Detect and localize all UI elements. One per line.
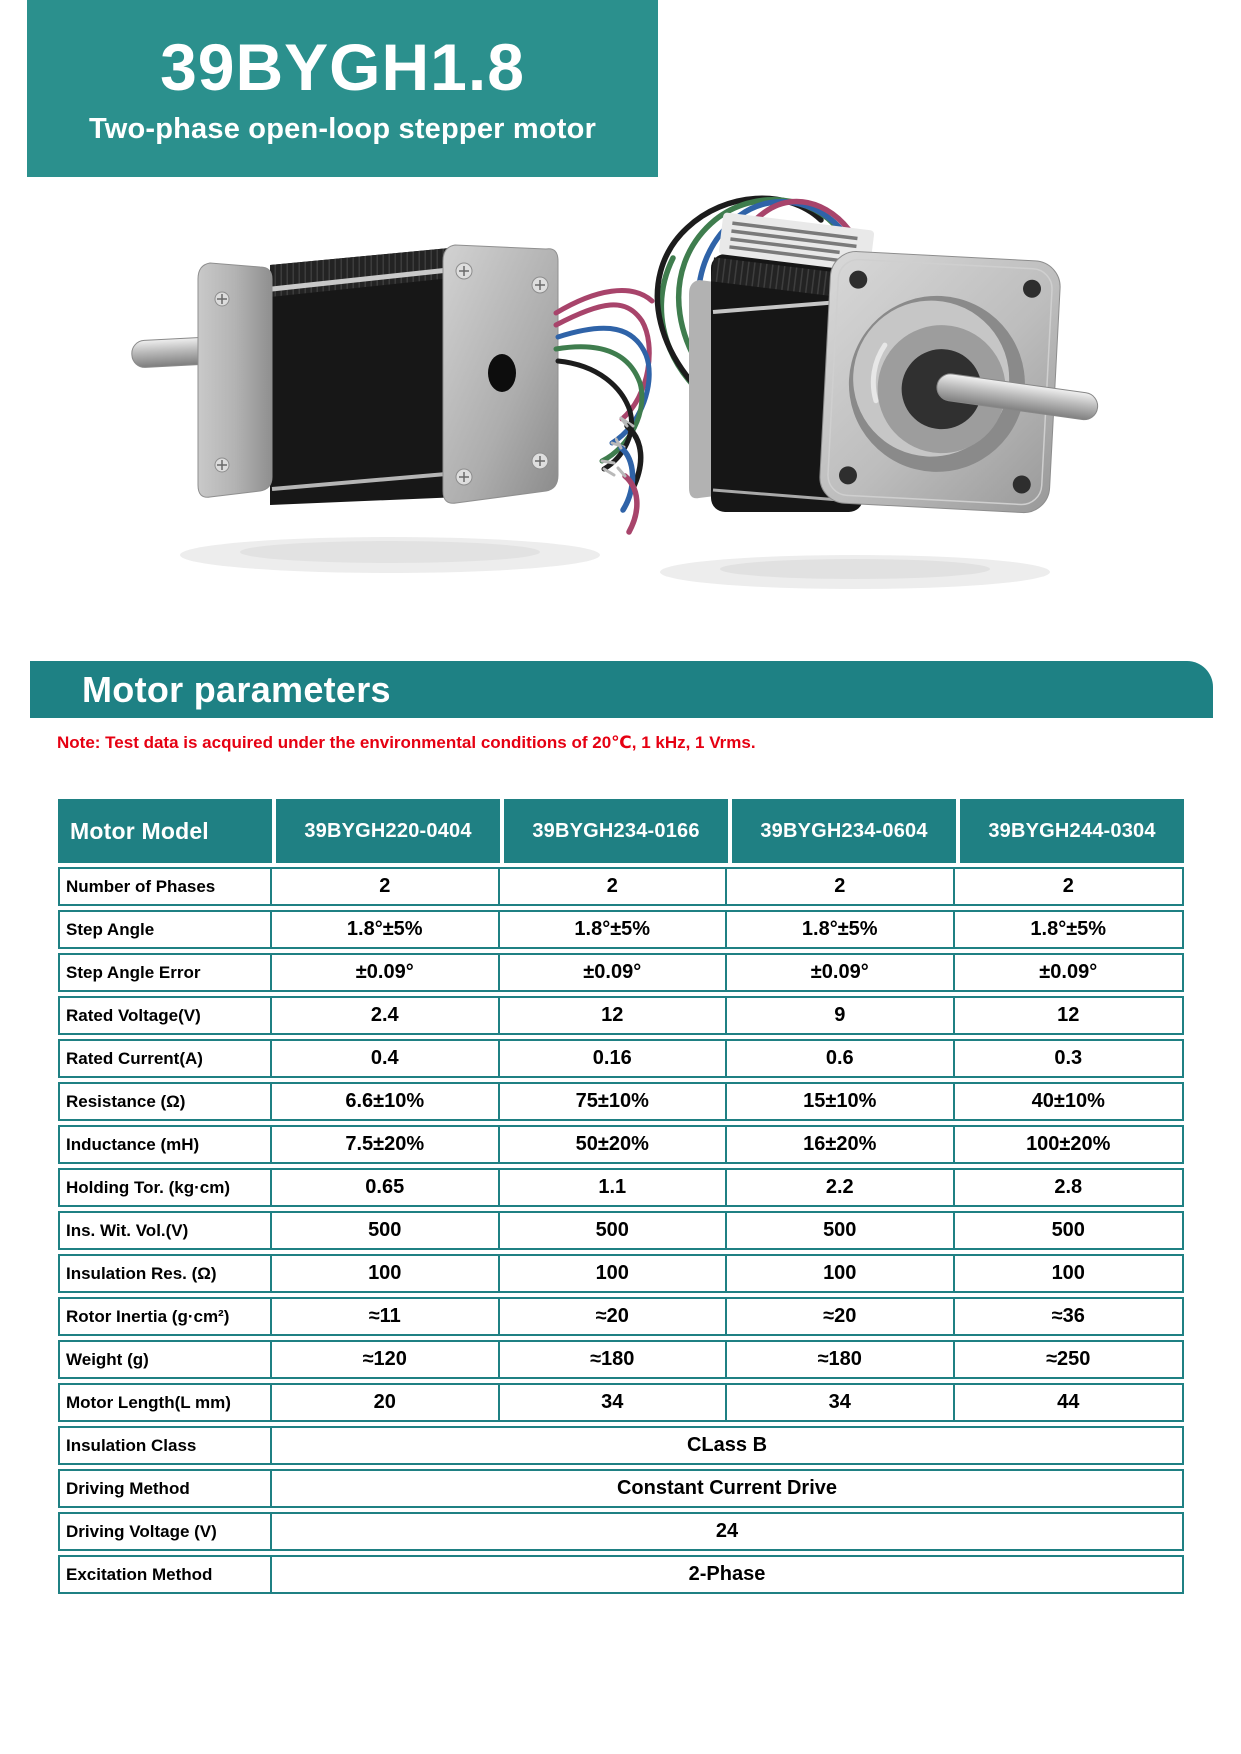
table-row <box>58 996 1184 1035</box>
cell-value: 100 <box>500 1256 728 1291</box>
table-row <box>58 1297 1184 1336</box>
left-motor-back-plate <box>443 245 558 503</box>
table-row <box>58 1211 1184 1250</box>
cell-value: 1.8°±5% <box>1030 918 1107 940</box>
cell-value: 12 <box>500 998 728 1033</box>
right-motor-shadow <box>660 555 1050 589</box>
left-motor-front-plate <box>198 263 272 497</box>
right-motor-photo <box>615 158 1115 603</box>
cell-value: ≈120 <box>272 1342 500 1377</box>
left-motor-body <box>270 247 460 505</box>
test-conditions-note: Note: Test data is acquired under the environmental conditions of 20℃, 1 kHz, 1 Vrms. <box>57 733 756 752</box>
cell-value: 0.65 <box>272 1170 500 1205</box>
cell-value: 0.4 <box>272 1041 500 1076</box>
cell-value: ±0.09° <box>1039 961 1098 983</box>
cell-value: ≈36 <box>1051 1305 1085 1327</box>
section-title: Motor parameters <box>82 668 391 710</box>
spec-table-header <box>58 799 1184 863</box>
row-label: Rotor Inertia (g·cm²) <box>60 1299 272 1334</box>
table-row <box>58 1082 1184 1121</box>
row-label: Inductance (mH) <box>60 1127 272 1162</box>
left-motor-shadow <box>180 537 600 573</box>
cell-value: ±0.09° <box>272 955 500 990</box>
cell-value: ≈20 <box>727 1299 955 1334</box>
spec-table-body <box>58 867 1184 1594</box>
cell-value: 2 <box>272 869 500 904</box>
cell-value: 0.16 <box>500 1041 728 1076</box>
column-header-motor-model: Motor Model <box>58 799 272 863</box>
cell-value: ±0.09° <box>727 955 955 990</box>
table-row-spanning <box>58 1426 1184 1465</box>
cell-value: 2.4 <box>272 998 500 1033</box>
cell-value-span: CLass B <box>686 1434 768 1456</box>
product-title-banner <box>27 0 658 177</box>
cell-value: 75±10% <box>500 1084 728 1119</box>
row-label: Excitation Method <box>60 1557 272 1592</box>
table-row <box>58 1340 1184 1379</box>
cell-value-span: 24 <box>715 1520 739 1542</box>
cell-value: 100 <box>272 1256 500 1291</box>
row-label: Rated Current(A) <box>60 1041 272 1076</box>
cell-value: ≈180 <box>500 1342 728 1377</box>
motor-parameters-strip <box>30 661 1213 718</box>
cell-value: 500 <box>272 1213 500 1248</box>
cell-value: 20 <box>272 1385 500 1420</box>
row-label: Rated Voltage(V) <box>60 998 272 1033</box>
column-header-model-1: 39BYGH220-0404 <box>276 799 500 863</box>
left-motor-photo <box>110 205 660 595</box>
product-subtitle: Two-phase open-loop stepper motor <box>88 112 597 145</box>
cell-value: 9 <box>727 998 955 1033</box>
row-label: Number of Phases <box>60 869 272 904</box>
column-header-model-4: 39BYGH244-0304 <box>960 799 1184 863</box>
cell-value: 50±20% <box>500 1127 728 1162</box>
row-label: Motor Length(L mm) <box>60 1385 272 1420</box>
cell-value: 15±10% <box>727 1084 955 1119</box>
cell-value: 7.5±20% <box>272 1127 500 1162</box>
cell-value: 1.8°±5% <box>727 912 955 947</box>
table-row-spanning <box>58 1469 1184 1508</box>
row-label: Step Angle <box>60 912 272 947</box>
cell-value: 2.2 <box>727 1170 955 1205</box>
cell-value: 44 <box>1057 1391 1080 1413</box>
cell-value-span: Constant Current Drive <box>616 1477 838 1499</box>
cell-value: 1.8°±5% <box>500 912 728 947</box>
table-row <box>58 867 1184 906</box>
table-row <box>58 910 1184 949</box>
cell-value: 500 <box>1051 1219 1085 1241</box>
cell-value: 0.6 <box>727 1041 955 1076</box>
table-row <box>58 1168 1184 1207</box>
cell-value: 2 <box>727 869 955 904</box>
cell-value: 100 <box>1051 1262 1085 1284</box>
cell-value: 500 <box>727 1213 955 1248</box>
cell-value: 16±20% <box>727 1127 955 1162</box>
cell-value: 100±20% <box>1026 1133 1111 1155</box>
cell-value: ±0.09° <box>500 955 728 990</box>
cell-value: 500 <box>500 1213 728 1248</box>
cell-value: 6.6±10% <box>272 1084 500 1119</box>
cell-value: ≈250 <box>1046 1348 1091 1370</box>
table-row <box>58 1125 1184 1164</box>
cell-value: 1.1 <box>500 1170 728 1205</box>
cell-value: 2 <box>500 869 728 904</box>
cell-value: ≈20 <box>500 1299 728 1334</box>
row-label: Driving Voltage (V) <box>60 1514 272 1549</box>
table-row <box>58 953 1184 992</box>
cell-value: 34 <box>727 1385 955 1420</box>
table-row-spanning <box>58 1555 1184 1594</box>
cell-value-span: 2-Phase <box>688 1563 766 1585</box>
cell-value: 12 <box>1057 1004 1080 1026</box>
column-header-model-2: 39BYGH234-0166 <box>504 799 728 863</box>
cell-value: ≈11 <box>272 1299 500 1334</box>
spec-table <box>58 799 1184 1594</box>
product-model-title: 39BYGH1.8 <box>160 29 525 104</box>
column-header-model-3: 39BYGH234-0604 <box>732 799 956 863</box>
row-label: Driving Method <box>60 1471 272 1506</box>
cell-value: ≈180 <box>727 1342 955 1377</box>
table-row-spanning <box>58 1512 1184 1551</box>
table-row <box>58 1383 1184 1422</box>
row-label: Weight (g) <box>60 1342 272 1377</box>
cell-value: 40±10% <box>1031 1090 1105 1112</box>
row-label: Insulation Class <box>60 1428 272 1463</box>
cell-value: 2 <box>1062 875 1074 897</box>
cell-value: 0.3 <box>1054 1047 1083 1069</box>
row-label: Holding Tor. (kg·cm) <box>60 1170 272 1205</box>
row-label: Ins. Wit. Vol.(V) <box>60 1213 272 1248</box>
row-label: Insulation Res. (Ω) <box>60 1256 272 1291</box>
table-row <box>58 1039 1184 1078</box>
row-label: Step Angle Error <box>60 955 272 990</box>
cell-value: 2.8 <box>1054 1176 1083 1198</box>
row-label: Resistance (Ω) <box>60 1084 272 1119</box>
cell-value: 34 <box>500 1385 728 1420</box>
table-row <box>58 1254 1184 1293</box>
cell-value: 100 <box>727 1256 955 1291</box>
cell-value: 1.8°±5% <box>272 912 500 947</box>
